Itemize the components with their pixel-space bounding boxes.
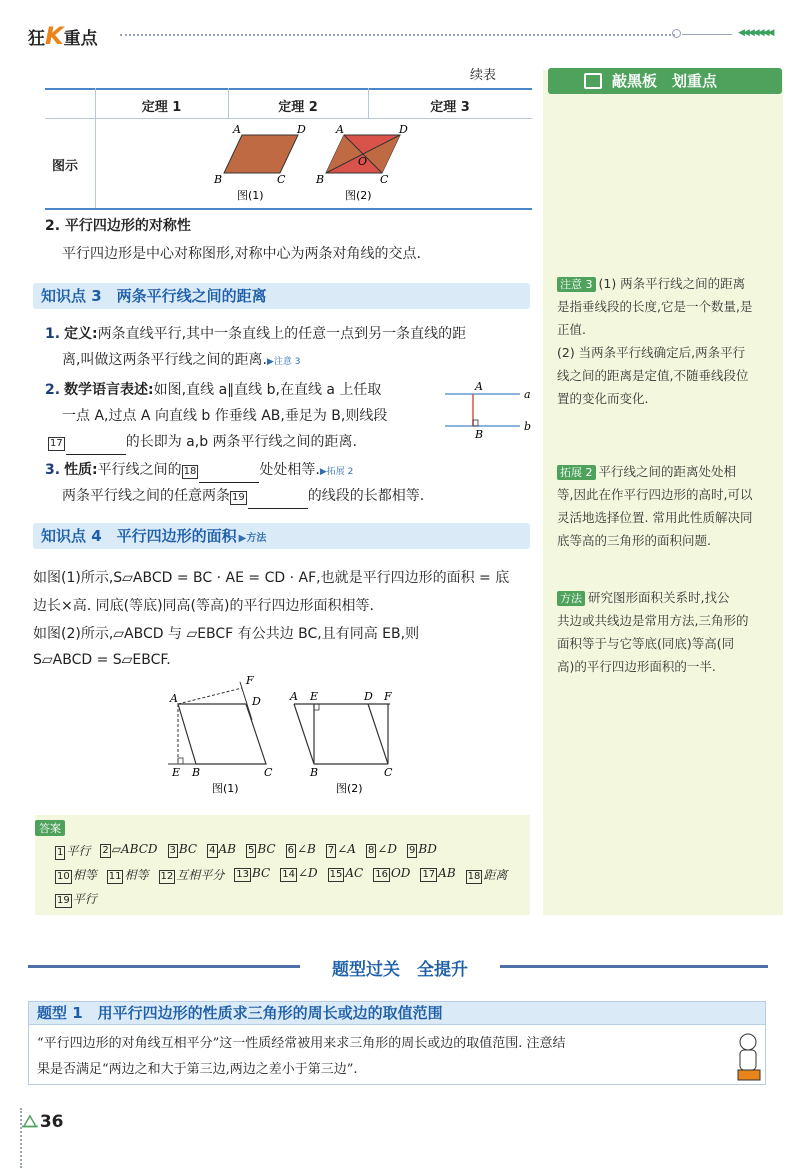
answer-number: 10	[57, 871, 70, 882]
answer-number: 7	[327, 845, 335, 856]
label-a-point: A	[475, 380, 483, 393]
fig1-caption: 图(1)	[237, 189, 264, 202]
answer-item	[207, 842, 236, 860]
answer-item	[55, 866, 97, 884]
method-tag: 方法	[557, 591, 585, 606]
fig1-label-a: A	[233, 123, 241, 136]
kp3-item2	[45, 378, 381, 402]
right-angle-mark	[314, 704, 319, 710]
page-number-text: 36	[39, 1112, 64, 1132]
table-top-rule	[45, 88, 532, 90]
table-figures	[200, 118, 440, 208]
note3-line: 线之间的距离是定值,不随垂线段位	[557, 368, 749, 383]
kp3-item2-text-b: 一点 A,过点 A 向直线 b 作垂线 AB,垂足为 B,则线段	[62, 408, 388, 424]
answer-item	[373, 866, 410, 884]
answer-item	[466, 866, 508, 884]
note3-line: 是指垂线段的长度,它是一个数量,是	[557, 299, 753, 314]
brand-logo	[28, 22, 98, 50]
symmetry-title: 2. 平行四边形的对称性	[45, 218, 191, 234]
note3-tag: 注意 3	[557, 277, 596, 292]
height-af	[178, 688, 242, 704]
note3-line: 置的变化而变化.	[557, 391, 649, 406]
fig1-parallelogram	[178, 704, 266, 764]
fig1-label-e: E	[172, 766, 181, 779]
answer-number: 2	[102, 845, 109, 856]
fig2-label-b: B	[310, 766, 319, 779]
answer-item	[107, 866, 149, 884]
answers-row-2	[55, 866, 507, 884]
answer-value: BC	[178, 842, 198, 856]
answer-blank[interactable]	[199, 458, 259, 483]
answer-number: 17	[422, 869, 436, 880]
fig1-label-c: C	[264, 766, 273, 779]
answer-value: 相等	[72, 868, 97, 882]
answer-value: ∠B	[296, 842, 316, 856]
fig2-label-e: E	[310, 690, 319, 703]
fig1-label-c: C	[277, 173, 286, 186]
header-divider	[120, 34, 675, 36]
table-row-label: 图示	[52, 159, 79, 174]
label-line-a: a	[524, 388, 531, 401]
ext2-tag: 拓展 2	[557, 465, 596, 480]
answer-item	[420, 866, 455, 884]
fig2-label-d: D	[399, 123, 408, 136]
answer-value: AC	[345, 866, 364, 880]
kp3-item3-text-d: 的线段的长都相等.	[307, 488, 425, 504]
kp3-item2-cont	[48, 430, 357, 455]
label-line-b: b	[524, 420, 532, 433]
answer-value: ▱ABCD	[111, 842, 158, 856]
kp3-item2-text-c: 的长即为 a,b 两条平行线之间的距离.	[125, 434, 358, 450]
answer-number: 14	[282, 869, 295, 880]
answer-item	[407, 842, 437, 860]
note3-line: (2) 当两条平行线确定后,两条平行	[557, 345, 746, 360]
page-number	[22, 1112, 64, 1132]
answer-value: 相等	[124, 868, 149, 882]
kp3-item2-num: 2.	[45, 382, 61, 398]
right-angle-mark	[178, 758, 183, 764]
answer-value: AB	[438, 866, 456, 880]
ref-ext2: ▶拓展 2	[319, 467, 354, 477]
fig2-label-b: B	[316, 173, 325, 186]
fig1-label-f: F	[246, 674, 254, 687]
blank-number-box: 18	[183, 466, 197, 477]
method-line: 共边或共线边是常用方法,三角形的	[557, 613, 749, 628]
method-line: 高)的平行四边形面积的一半.	[557, 659, 716, 674]
fig1-label-d: D	[297, 123, 306, 136]
fig1-label-b: B	[214, 173, 223, 186]
answer-value: ∠D	[297, 866, 318, 880]
sidebar-title	[548, 68, 782, 94]
answer-number: 15	[329, 869, 343, 880]
method-line: 面积等于与它等底(同底)等高(同	[557, 636, 735, 651]
kp3-item1-head: 定义:	[64, 326, 98, 342]
side-ab	[294, 704, 314, 764]
answer-item	[234, 866, 270, 884]
kp3-item1-text: 两条直线平行,其中一条直线上的任意一点到另一条直线的距	[97, 326, 467, 342]
cartoon-mascot-icon	[730, 1030, 766, 1084]
answers-row-1	[55, 842, 437, 860]
answer-value: OD	[390, 866, 411, 880]
kp3-item3	[45, 458, 353, 484]
note3-line: 正值.	[557, 322, 586, 337]
fig2-label-a: A	[336, 123, 344, 136]
kp3-title: 知识点 3 两条平行线之间的距离	[33, 283, 530, 309]
answer-value: 互相平分	[176, 868, 225, 882]
answer-number: 13	[236, 869, 249, 880]
blank-number-box: 17	[50, 438, 63, 449]
answer-number: 6	[287, 845, 294, 856]
kp3-item2-text: 如图,直线 a∥直线 b,在直线 a 上任取	[153, 382, 382, 398]
header-circle-icon	[672, 29, 681, 38]
fig1-caption: 图(1)	[212, 782, 239, 795]
fig2-label-f: F	[384, 690, 392, 703]
kp4-p2: 边长×高. 同底(等底)同高(等高)的平行四边形面积相等.	[33, 598, 374, 614]
answer-value: 平行	[72, 892, 97, 906]
kp3-item1-text-b: 离,叫做这两条平行线之间的距离.	[62, 352, 267, 368]
table-header-theorem2: 定理 2	[278, 100, 318, 115]
answers-row-3	[55, 890, 97, 908]
kp3-item3-head: 性质:	[64, 462, 98, 478]
ref-method: ▶方法	[238, 533, 267, 544]
answer-value: BC	[257, 842, 276, 856]
table-header-theorem3: 定理 3	[430, 100, 470, 115]
kp4-p4: S▱ABCD = S▱EBCF.	[33, 652, 171, 668]
fig2-caption: 图(2)	[336, 782, 363, 795]
symmetry-text: 平行四边形是中心对称图形,对称中心为两条对角线的交点.	[62, 246, 421, 262]
section-banner: 题型过关 全提升	[332, 960, 468, 980]
kp4-title	[33, 523, 530, 549]
kp3-item3-text-c: 两条平行线之间的任意两条	[62, 488, 230, 504]
ext2-line: 平行线之间的距离处处相	[598, 464, 737, 479]
kp3-item3-text-b: 处处相等.	[259, 462, 320, 478]
answer-number: 12	[160, 871, 174, 882]
parallelogram-fig1	[224, 135, 298, 173]
answer-value: BC	[251, 866, 271, 880]
brand-suffix: 重点	[63, 29, 98, 49]
answer-value: AB	[218, 842, 236, 856]
answer-value: BD	[418, 842, 437, 856]
answer-number: 8	[367, 845, 375, 856]
fig1-label-b: B	[192, 766, 201, 779]
side-extension	[240, 682, 252, 720]
method-block	[557, 586, 777, 678]
ext2-line: 灵活地选择位置. 常用此性质解决同	[557, 510, 753, 525]
side-dc	[368, 704, 388, 764]
answer-item	[328, 866, 364, 884]
answer-item	[246, 842, 276, 860]
method-line: 研究图形面积关系时,找公	[588, 590, 730, 605]
ref-note3: ▶注意 3	[266, 357, 301, 367]
table-header-theorem1: 定理 1	[141, 100, 182, 115]
kp4-p1: 如图(1)所示,S▱ABCD = BC · AE = CD · AF,也就是平行四边形的面积 = 底	[33, 570, 510, 586]
answer-item	[286, 842, 316, 860]
ext2-block	[557, 460, 777, 552]
answer-value: 平行	[66, 844, 91, 858]
answer-item	[280, 866, 317, 884]
fig1-label-d: D	[252, 695, 261, 708]
kp4-p3: 如图(2)所示,▱ABCD 与 ▱EBCF 有公共边 BC,且有同高 EB,则	[33, 626, 420, 642]
fig2-label-d: D	[364, 690, 373, 703]
parallel-lines-figure	[440, 378, 535, 440]
fig2-label-c: C	[384, 766, 393, 779]
fig2-caption: 图(2)	[345, 189, 372, 202]
answer-number: 9	[409, 845, 416, 856]
type1-body	[28, 1025, 766, 1085]
answer-number: 19	[57, 895, 70, 906]
kp3-item1-cont	[62, 348, 300, 374]
label-b-point: B	[475, 428, 484, 440]
answer-number: 11	[108, 871, 122, 882]
answers-label: 答案	[35, 820, 65, 836]
banner-rule-left	[28, 965, 300, 968]
type1-line: “平行四边形的对角线互相平分”这一性质经常被用来求三角形的周长或边的取值范围. 注意结	[37, 1036, 566, 1051]
type1-line: 果是否满足“两边之和大于第三边,两边之差小于第三边”.	[37, 1062, 358, 1077]
answer-item	[55, 890, 97, 908]
area-figures	[160, 672, 400, 800]
answer-number: 4	[209, 845, 216, 856]
kp3-item1	[45, 322, 466, 346]
answer-item	[326, 842, 356, 860]
kp4-title-text: 知识点 4 平行四边形的面积	[41, 527, 237, 545]
table-continued-label: 续表	[470, 68, 497, 83]
answer-item	[159, 866, 225, 884]
fig2-label-o: O	[358, 155, 368, 168]
answer-item	[100, 842, 157, 860]
answer-number: 18	[467, 871, 481, 882]
fig2-label-a: A	[290, 690, 298, 703]
answer-number: 3	[169, 845, 176, 856]
blackboard-icon	[584, 73, 602, 89]
kp3-item3-num: 3.	[45, 462, 61, 478]
brand-prefix: 狂	[28, 29, 45, 49]
blank-number-box: 19	[232, 492, 245, 503]
note3-block	[557, 272, 777, 410]
fig1-label-a: A	[170, 692, 178, 705]
brand-k: K	[45, 22, 64, 50]
header-line	[682, 34, 732, 35]
table-bottom-rule	[45, 208, 532, 210]
fig2-label-c: C	[380, 173, 389, 186]
answer-blank[interactable]	[66, 430, 126, 455]
header-arrows-icon: ◀◀◀◀◀◀◀	[738, 28, 773, 38]
answer-item	[168, 842, 198, 860]
note3-line: (1) 两条平行线之间的距离	[598, 276, 746, 291]
banner-rule-right	[500, 965, 768, 968]
type1-title: 题型 1 用平行四边形的性质求三角形的周长或边的取值范围	[28, 1001, 766, 1025]
answers-panel	[35, 815, 530, 915]
sidebar-title-text: 敲黑板 划重点	[612, 72, 718, 90]
answer-item	[366, 842, 397, 860]
answer-value: 距离	[483, 868, 508, 882]
answer-item	[55, 842, 90, 860]
ext2-line: 等,因此在作平行四边形的高时,可以	[557, 487, 753, 502]
compass-icon: ⧍	[22, 1112, 38, 1132]
answer-blank[interactable]	[248, 484, 308, 509]
answer-value: ∠A	[337, 842, 356, 856]
kp3-item2-head: 数学语言表述:	[64, 382, 154, 398]
answer-number: 5	[247, 845, 255, 856]
kp3-item3-text: 平行线之间的	[97, 462, 182, 478]
answer-number: 16	[375, 869, 388, 880]
ext2-line: 底等高的三角形的面积问题.	[557, 533, 711, 548]
kp3-item3-cont	[62, 484, 424, 509]
answer-number: 1	[57, 847, 64, 858]
kp3-item1-num: 1.	[45, 326, 61, 342]
answer-value: ∠D	[377, 842, 398, 856]
